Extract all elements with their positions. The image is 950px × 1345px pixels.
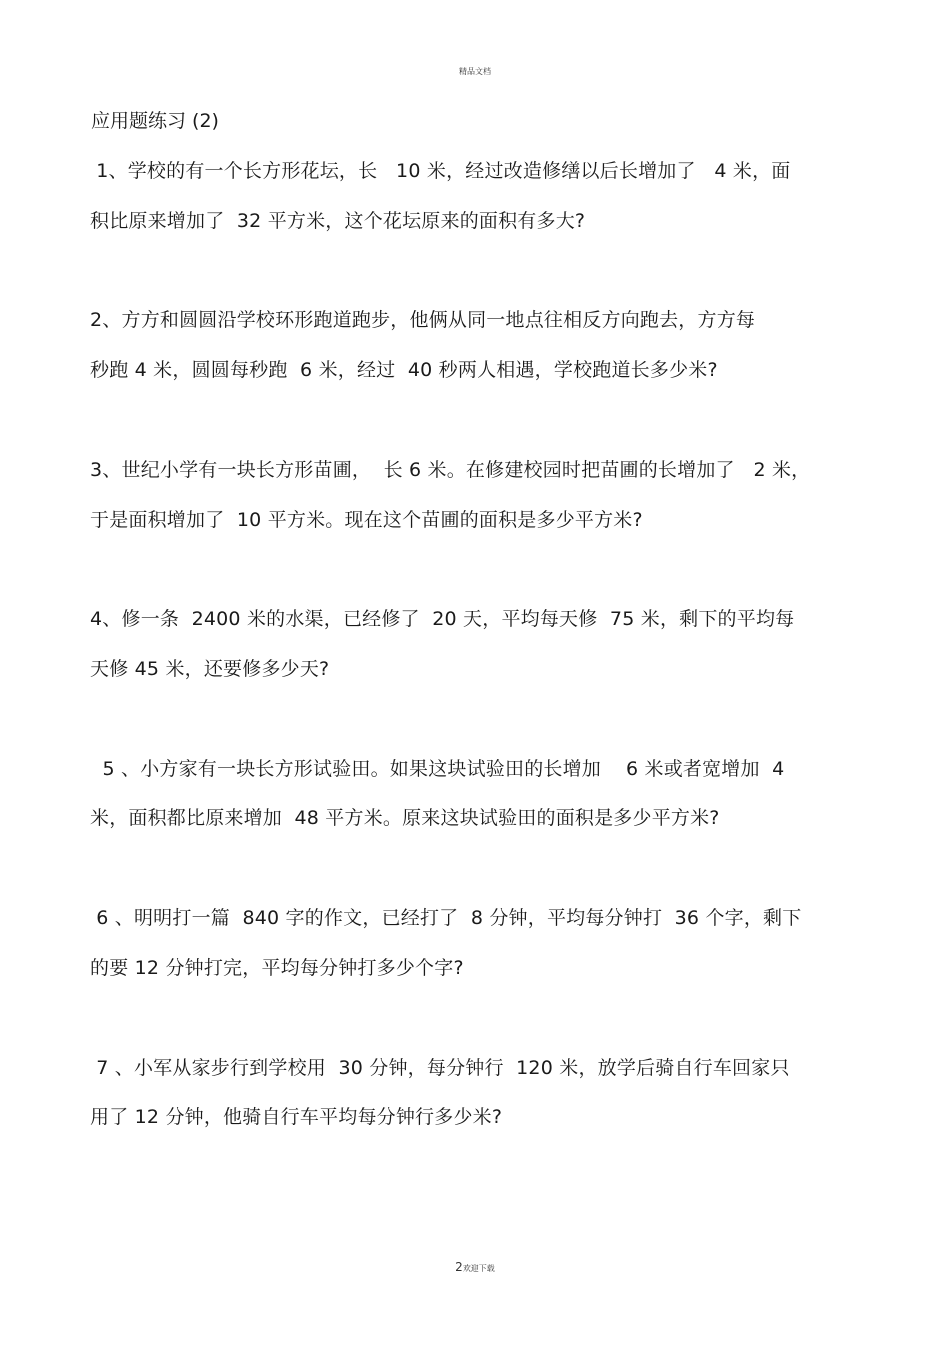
- question-line: 的要 12 分钟打完，平均每分钟打多少个字?: [90, 957, 464, 979]
- question-line: 6 、明明打一篇 840 字的作文，已经打了 8 分钟，平均每分钟打 36 个字，剩下: [90, 907, 802, 929]
- question-line: 用了 12 分钟，他骑自行车平均每分钟行多少米?: [90, 1106, 503, 1128]
- question-line: 7 、小军从家步行到学校用 30 分钟，每分钟行 120 米，放学后骑自行车回家只: [90, 1057, 790, 1079]
- question-line: 米，面积都比原来增加 48 平方米。原来这块试验田的面积是多少平方米?: [90, 807, 720, 829]
- page-footer: [0, 1260, 950, 1274]
- footer-text: 欢迎下载: [462, 1264, 495, 1273]
- page-title: 应用题练习 (2): [91, 110, 219, 132]
- question-line: 秒跑 4 米，圆圆每秒跑 6 米，经过 40 秒两人相遇，学校跑道长多少米?: [90, 359, 718, 381]
- question-line: 2、方方和圆圆沿学校环形跑道跑步，他俩从同一地点往相反方向跑去，方方每: [90, 309, 756, 331]
- page-header: 精品文档: [459, 67, 491, 76]
- question-line: 1、学校的有一个长方形花坛，长 10 米，经过改造修缮以后长增加了 4 米，面: [90, 160, 791, 182]
- question-line: 天修 45 米，还要修多少天?: [90, 658, 330, 680]
- question-line: 4、修一条 2400 米的水渠，已经修了 20 天，平均每天修 75 米，剩下的平均每: [90, 608, 795, 630]
- question-line: 积比原来增加了 32 平方米，这个花坛原来的面积有多大?: [90, 210, 586, 232]
- page-number: 2: [455, 1260, 463, 1274]
- question-line: 3、世纪小学有一块长方形苗圃， 长 6 米。在修建校园时把苗圃的长增加了 2 米，: [90, 459, 811, 481]
- question-line: 5 、小方家有一块长方形试验田。如果这块试验田的长增加 6 米或者宽增加 4: [90, 758, 785, 780]
- question-line: 于是面积增加了 10 平方米。现在这个苗圃的面积是多少平方米?: [90, 509, 643, 531]
